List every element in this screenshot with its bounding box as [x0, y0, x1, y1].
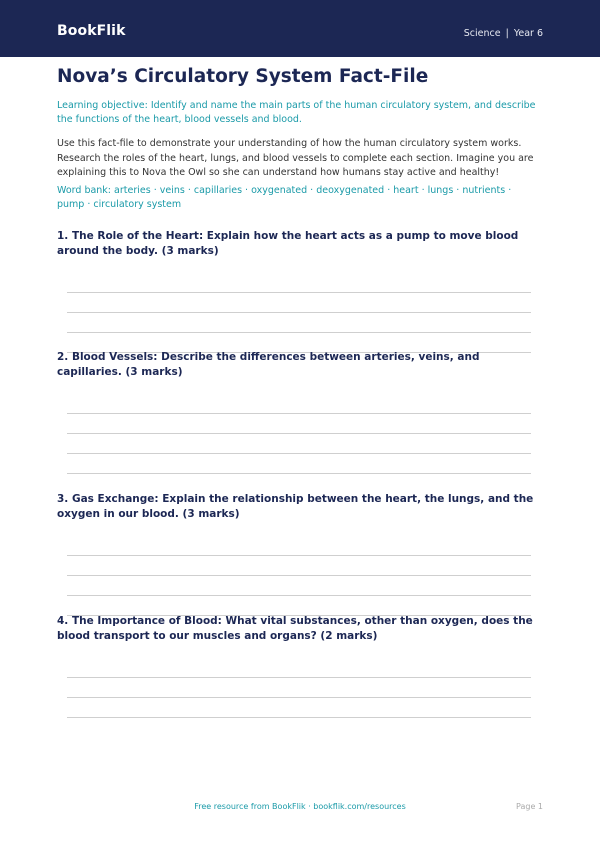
- header-meta: [464, 28, 543, 39]
- answer-line[interactable]: [67, 575, 531, 576]
- answer-line[interactable]: [67, 433, 531, 434]
- page-number: Page 1: [516, 802, 543, 811]
- year-label: Year 6: [513, 28, 543, 39]
- question-3: 3. Gas Exchange: Explain the relationship between the heart, the lungs, and the oxygen in our blood. (3 marks): [57, 493, 534, 520]
- question-1: 1. The Role of the Heart: Explain how the heart acts as a pump to move blood around the body. (3 marks): [57, 230, 519, 257]
- answer-line[interactable]: [67, 332, 531, 333]
- subject-label: Science: [463, 28, 501, 39]
- brand-logo: BookFlik: [57, 23, 126, 39]
- answer-line[interactable]: [67, 697, 531, 698]
- answer-line[interactable]: [67, 453, 531, 454]
- learning-objective: Learning objective: Identify and name the main parts of the human circulatory system, and describe the functions of the heart, blood vessels and blood.: [57, 100, 536, 125]
- answer-line[interactable]: [67, 595, 531, 596]
- header-bar: [0, 0, 600, 57]
- footer-text: Free resource from BookFlik · bookflik.com/resources: [194, 802, 406, 811]
- answer-line[interactable]: [67, 555, 531, 556]
- answer-line[interactable]: [67, 413, 531, 414]
- answer-line[interactable]: [67, 717, 531, 718]
- intro-text: Use this fact-file to demonstrate your understanding of how the human circulatory system works. Research the roles of the heart, lungs, and blood vessels to complete each section. Imagine you are explaining this to Nova the Owl so she can understand how humans stay active and healthy!: [57, 138, 534, 178]
- answer-line[interactable]: [67, 677, 531, 678]
- page-title: Nova’s Circulatory System Fact-File: [57, 66, 429, 87]
- meta-separator: |: [505, 28, 509, 39]
- question-4: 4. The Importance of Blood: What vital substances, other than oxygen, does the blood transport to our muscles and organs? (2 marks): [57, 615, 533, 642]
- question-2: 2. Blood Vessels: Describe the differences between arteries, veins, and capillaries. (3 marks): [57, 351, 480, 378]
- answer-line[interactable]: [67, 473, 531, 474]
- word-bank: Word bank: arteries · veins · capillaries · oxygenated · deoxygenated · heart · lungs · nutrients · pump · circulatory system: [57, 185, 512, 210]
- answer-line[interactable]: [67, 312, 531, 313]
- answer-line[interactable]: [67, 292, 531, 293]
